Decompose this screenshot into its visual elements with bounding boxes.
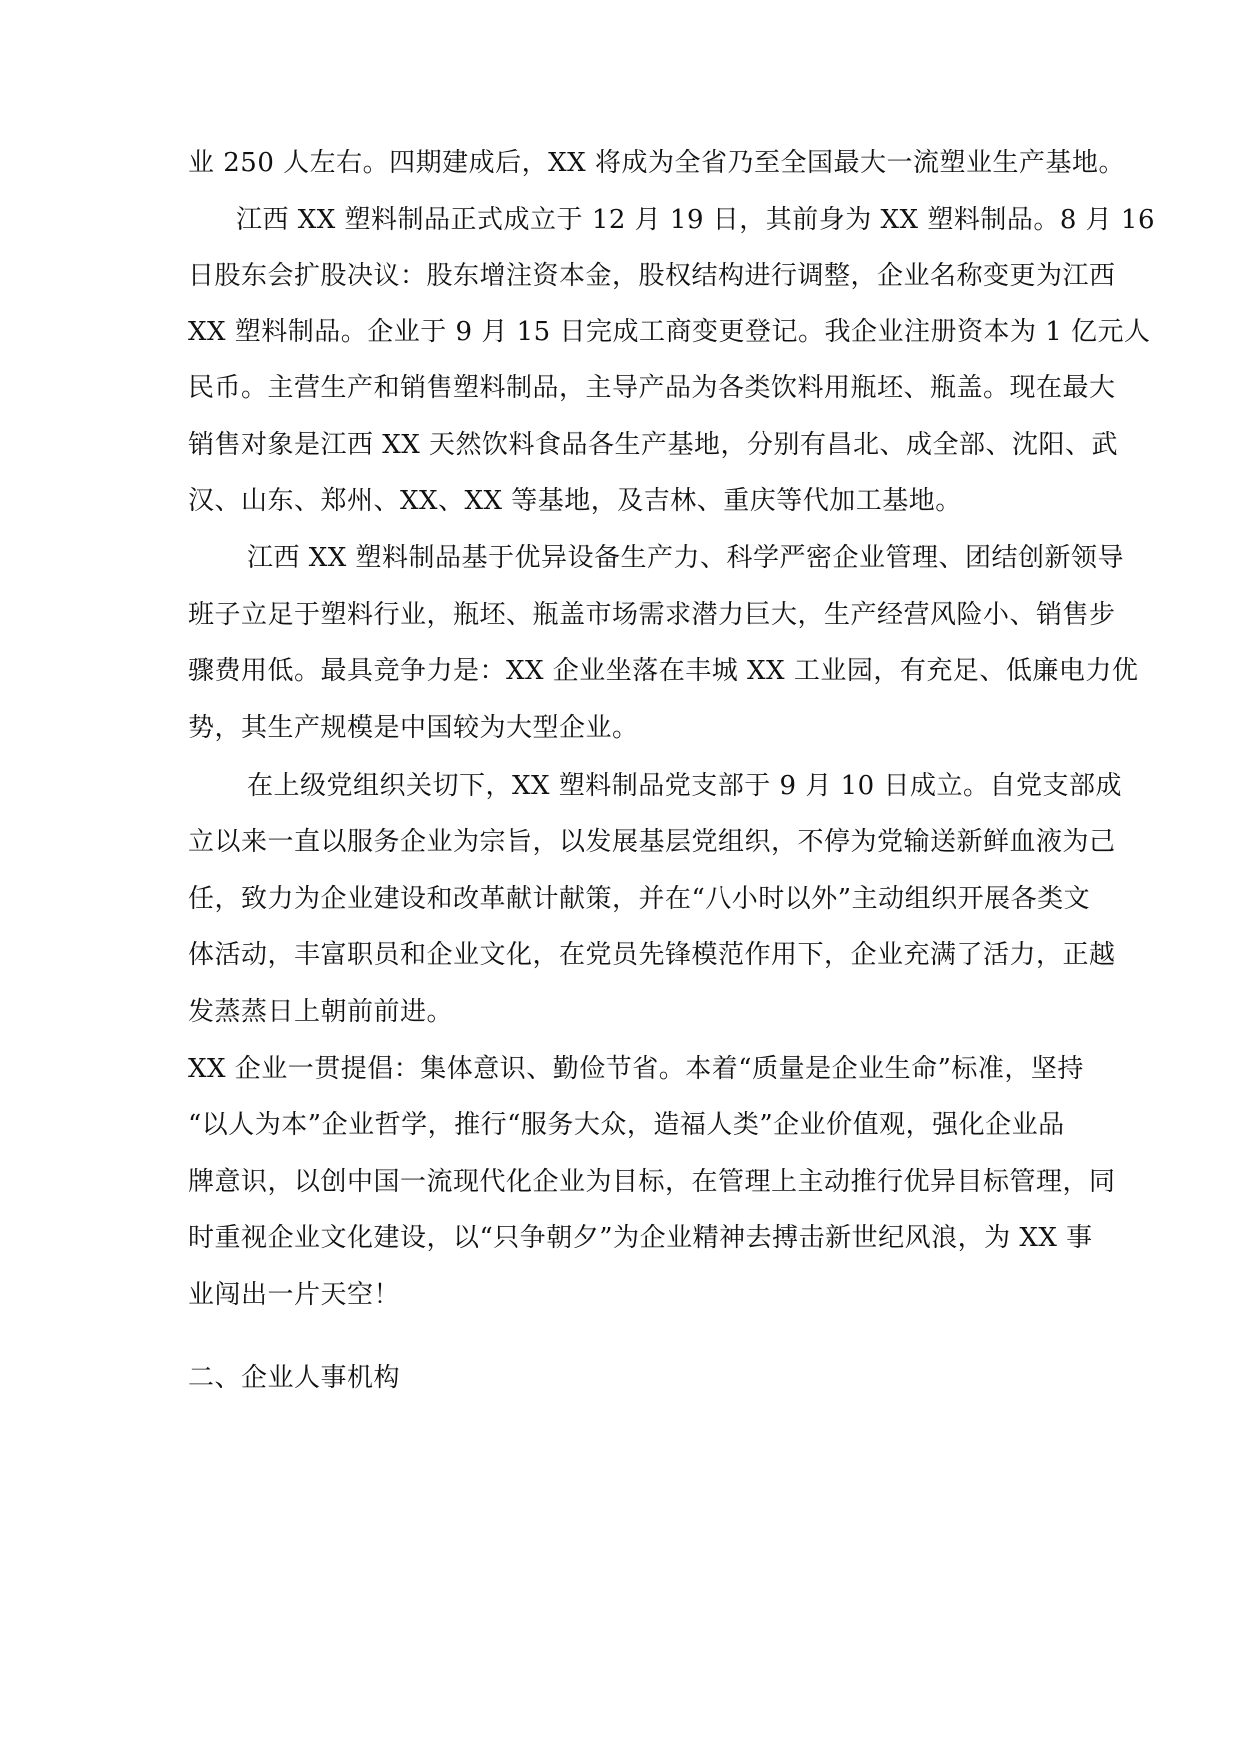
text-line: 体活动，丰富职员和企业文化，在党员先锋模范作用下，企业充满了活力，正越: [188, 940, 1116, 970]
text-line: 业闯出一片天空！: [188, 1280, 401, 1310]
text-line: XX 塑料制品。企业于 9 月 15 日完成工商变更登记。我企业注册资本为 1 亿元人: [188, 317, 1151, 347]
text-line: 汉、山东、郑州、XX、XX 等基地，及吉林、重庆等代加工基地。: [188, 486, 962, 516]
paragraph-first-line: 江西 XX 塑料制品基于优异设备生产力、科学严密企业管理、团结创新领导: [247, 543, 1125, 573]
text-line: 日股东会扩股决议：股东增注资本金，股权结构进行调整，企业名称变更为江西: [188, 261, 1116, 291]
text-line: 立以来一直以服务企业为宗旨，以发展基层党组织，不停为党输送新鲜血液为己: [188, 827, 1116, 857]
text-line: 班子立足于塑料行业，瓶坯、瓶盖市场需求潜力巨大，生产经营风险小、销售步: [188, 600, 1116, 630]
text-line: 业 250 人左右。四期建成后，XX 将成为全省乃至全国最大一流塑业生产基地。: [188, 148, 1125, 178]
section-heading: 二、企业人事机构: [188, 1363, 401, 1393]
text-line: “以人为本”企业哲学，推行“服务大众，造福人类”企业价值观，强化企业品: [188, 1110, 1065, 1140]
text-line: 任，致力为企业建设和改革献计献策，并在“八小时以外”主动组织开展各类文: [188, 884, 1091, 914]
text-line: 时重视企业文化建设，以“只争朝夕”为企业精神去搏击新世纪风浪，为 XX 事: [188, 1223, 1093, 1253]
text-line: 骤费用低。最具竞争力是：XX 企业坐落在丰城 XX 工业园，有充足、低廉电力优: [188, 656, 1139, 686]
paragraph-first-line: 江西 XX 塑料制品正式成立于 12 月 19 日，其前身为 XX 塑料制品。8 月 16: [236, 205, 1155, 235]
text-line: 发蒸蒸日上朝前前进。: [188, 997, 454, 1027]
text-line: 民币。主营生产和销售塑料制品，主导产品为各类饮料用瓶坯、瓶盖。现在最大: [188, 373, 1116, 403]
paragraph-first-line: XX 企业一贯提倡：集体意识、勤俭节省。本着“质量是企业生命”标准，坚持: [188, 1054, 1084, 1084]
text-line: 销售对象是江西 XX 天然饮料食品各生产基地，分别有昌北、成全部、沈阳、武: [188, 430, 1119, 460]
paragraph-first-line: 在上级党组织关切下，XX 塑料制品党支部于 9 月 10 日成立。自党支部成: [247, 771, 1122, 801]
text-line: 牌意识，以创中国一流现代化企业为目标，在管理上主动推行优异目标管理，同: [188, 1167, 1116, 1197]
text-line: 势，其生产规模是中国较为大型企业。: [188, 713, 639, 743]
